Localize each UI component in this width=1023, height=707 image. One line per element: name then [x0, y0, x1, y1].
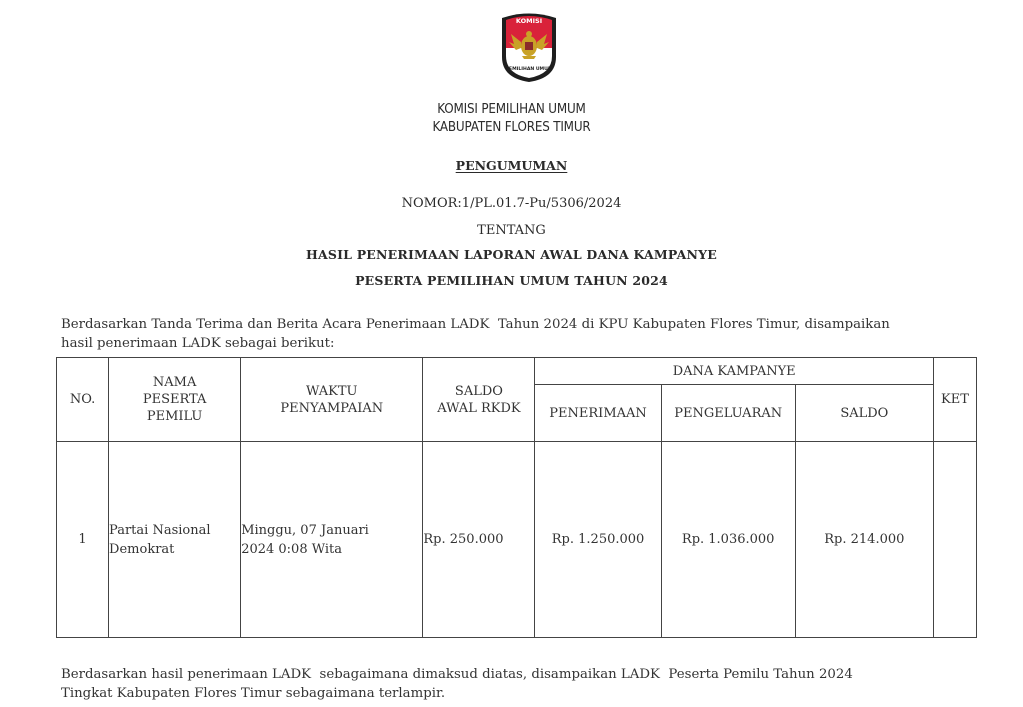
- intro-line-2: hasil penerimaan LADK sebagai berikut:: [61, 336, 335, 351]
- ladk-table: [56, 357, 977, 638]
- cell-nama: [109, 442, 241, 638]
- cell-waktu-line: 2024 0:08 Wita: [241, 541, 342, 557]
- cell-saldo-awal: Rp. 250.000: [423, 442, 535, 638]
- table-header-row: [57, 358, 977, 385]
- header-nama-peserta: [109, 358, 241, 442]
- institution-name: KOMISI PEMILIHAN UMUM: [437, 102, 586, 117]
- cell-waktu: [241, 442, 423, 638]
- table-row: [57, 442, 977, 638]
- kpu-logo: [496, 12, 562, 82]
- header-waktu-line: PENYAMPAIAN: [280, 400, 384, 416]
- document-title: PENGUMUMAN: [455, 158, 568, 173]
- header-no: NO.: [57, 358, 109, 442]
- cell-pengeluaran: Rp. 1.036.000: [661, 442, 795, 638]
- subject-line-2: PESERTA PEMILIHAN UMUM TAHUN 2024: [355, 273, 668, 288]
- kpu-emblem-icon: [496, 12, 562, 82]
- header-waktu-line: WAKTU: [306, 383, 358, 399]
- cell-saldo: Rp. 214.000: [795, 442, 933, 638]
- header-saldo: SALDO: [795, 385, 933, 442]
- closing-paragraph: [61, 665, 981, 703]
- intro-paragraph: [61, 315, 981, 353]
- cell-nama-line: Demokrat: [109, 541, 175, 557]
- tentang-label: TENTANG: [477, 223, 546, 238]
- institution-region: KABUPATEN FLORES TIMUR: [432, 120, 591, 135]
- header-waktu-penyampaian: [241, 358, 423, 442]
- header-saldo-awal-line: AWAL RKDK: [437, 400, 521, 416]
- header-nama-line: NAMA: [152, 375, 197, 390]
- header-pengeluaran: PENGELUARAN: [661, 385, 795, 442]
- logo-bottom-text: PEMILIHAN UMUM: [505, 67, 553, 72]
- cell-ket: [933, 442, 976, 638]
- closing-line-2: Tingkat Kabupaten Flores Timur sebagaimana terlampir.: [61, 686, 446, 701]
- header-nama-line: PESERTA: [142, 392, 207, 407]
- header-saldo-awal: [423, 358, 535, 442]
- header-ket: KET: [933, 358, 976, 442]
- header-dana-kampanye: DANA KAMPANYE: [535, 358, 933, 385]
- logo-top-text: KOMISI: [515, 17, 543, 25]
- subject-line-1: HASIL PENERIMAAN LAPORAN AWAL DANA KAMPANYE: [305, 247, 718, 262]
- closing-line-1: Berdasarkan hasil penerimaan LADK sebagaimana dimaksud diatas, disampaikan LADK Peserta Pemilu Tahun 2024: [61, 667, 853, 682]
- header-saldo-awal-line: SALDO: [454, 383, 503, 399]
- document-number: NOMOR:1/PL.01.7-Pu/5306/2024: [401, 196, 622, 211]
- intro-line-1: Berdasarkan Tanda Terima dan Berita Acara Penerimaan LADK Tahun 2024 di KPU Kabupaten Flores Timur, disampaikan: [61, 317, 890, 332]
- header-penerimaan: PENERIMAAN: [535, 385, 661, 442]
- cell-penerimaan: Rp. 1.250.000: [535, 442, 661, 638]
- cell-no: 1: [57, 442, 109, 638]
- cell-nama-line: Partai Nasional: [109, 522, 211, 538]
- cell-waktu-line: Minggu, 07 Januari: [241, 522, 369, 538]
- header-nama-line: PEMILU: [146, 409, 203, 424]
